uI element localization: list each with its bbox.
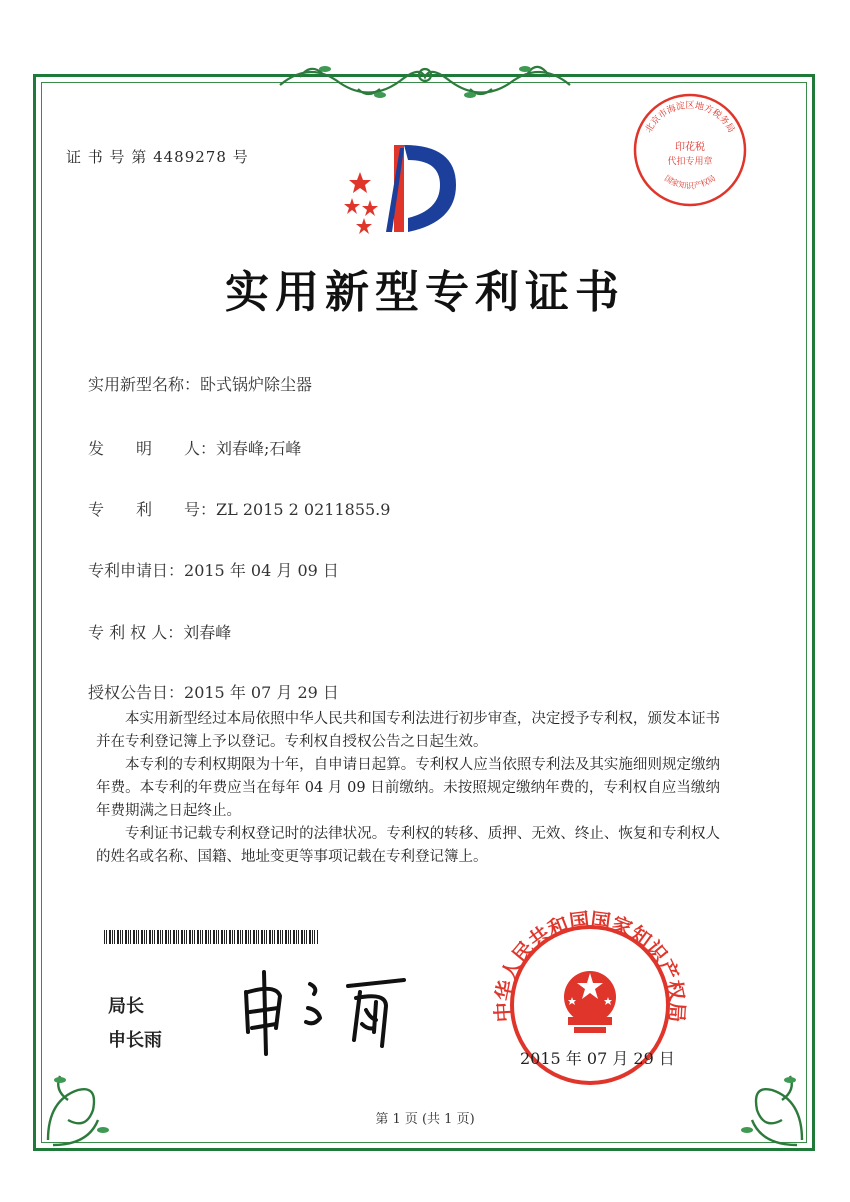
field-label: 专 利 号： bbox=[88, 500, 217, 519]
field-value: 刘春峰;石峰 bbox=[216, 439, 302, 458]
corner-ornament-left bbox=[38, 1060, 128, 1150]
field-label: 授权公告日： bbox=[88, 683, 185, 702]
certificate-body bbox=[96, 708, 720, 869]
field-label: 专 利 权 人： bbox=[88, 623, 184, 642]
handwritten-signature bbox=[236, 962, 456, 1062]
seal-date: 2015 年 07 月 29 日 bbox=[520, 1049, 675, 1068]
certificate-title: 实用新型专利证书 bbox=[225, 267, 625, 318]
certificate-number bbox=[66, 146, 249, 167]
field-application-date bbox=[88, 558, 339, 581]
field-value: 卧式锅炉除尘器 bbox=[200, 375, 313, 394]
vine-ornament bbox=[270, 55, 580, 103]
field-grant-date bbox=[88, 680, 339, 703]
tax-stamp-outer-text: 北京市海淀区地方税务局 bbox=[644, 101, 736, 135]
field-label: 实用新型名称： bbox=[88, 375, 201, 394]
body-paragraph: 本专利的专利权期限为十年，自申请日起算。专利权人应当依照专利法及其实施细则规定缴纳年费。本专利的年费应当在每年 04 月 09 日前缴纳。未按照规定缴纳年费的，专利权自应当缴纳年费期满之日起终止。 bbox=[96, 757, 720, 819]
field-label: 发 明 人： bbox=[88, 439, 217, 458]
signatory-name: 申长雨 bbox=[108, 1030, 162, 1051]
field-value: 2015 年 04 月 09 日 bbox=[184, 561, 339, 580]
tax-stamp bbox=[630, 90, 750, 210]
seal-text: 中华人民共和国国家知识产权局 bbox=[490, 907, 690, 1023]
field-utility-model-name bbox=[88, 372, 312, 395]
tax-stamp-line1: 印花税 bbox=[675, 142, 705, 153]
tax-stamp-bottom-text: 国家知识产权局 bbox=[662, 173, 718, 191]
field-inventor bbox=[88, 436, 301, 459]
corner-ornament-right bbox=[722, 1060, 812, 1150]
field-value: ZL 2015 2 0211855.9 bbox=[216, 500, 391, 519]
barcode bbox=[104, 930, 318, 944]
certificate-number-value: 4489278 bbox=[153, 148, 227, 166]
field-patentee bbox=[88, 620, 231, 643]
body-paragraph: 专利证书记载专利权登记时的法律状况。专利权的转移、质押、无效、终止、恢复和专利权人的姓名或名称、国籍、地址变更等事项记载在专利登记簿上。 bbox=[96, 826, 720, 865]
page-number: 第 1 页 (共 1 页) bbox=[375, 1112, 475, 1127]
signatory-title: 局长 bbox=[108, 996, 144, 1017]
field-value: 2015 年 07 月 29 日 bbox=[184, 683, 339, 702]
field-patent-number bbox=[88, 497, 390, 520]
tax-stamp-line2: 代扣专用章 bbox=[667, 157, 713, 167]
body-paragraph: 本实用新型经过本局依照中华人民共和国专利法进行初步审查，决定授予专利权，颁发本证书并在专利登记簿上予以登记。专利权自授权公告之日起生效。 bbox=[96, 711, 720, 750]
field-value: 刘春峰 bbox=[183, 623, 232, 642]
certificate-number-label: 证 书 号 第 bbox=[66, 148, 148, 166]
field-label: 专利申请日： bbox=[88, 561, 185, 580]
sipo-logo bbox=[334, 140, 464, 240]
certificate-number-suffix: 号 bbox=[232, 148, 249, 166]
